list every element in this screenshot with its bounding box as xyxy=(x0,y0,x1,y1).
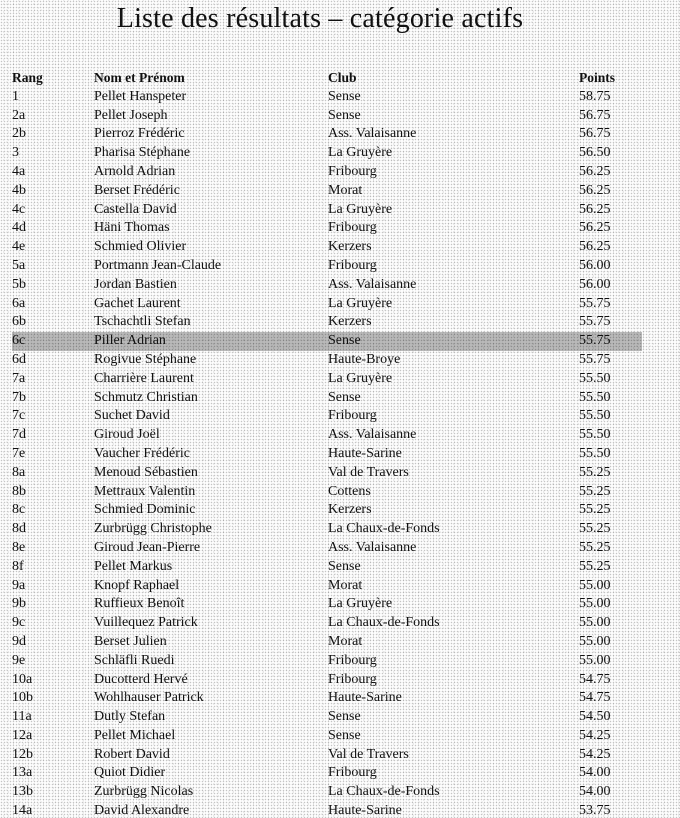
cell-club: Ass. Valaisanne xyxy=(328,126,417,142)
cell-club: Fribourg xyxy=(328,257,377,273)
cell-nom: Jordan Bastien xyxy=(94,276,177,292)
cell-rang: 1 xyxy=(12,88,19,104)
table-row xyxy=(12,257,642,276)
cell-rang: 9b xyxy=(12,596,26,612)
table-row xyxy=(12,614,642,633)
table-row xyxy=(12,746,642,765)
cell-nom: Zurbrügg Christophe xyxy=(94,521,212,537)
cell-points: 55.75 xyxy=(579,295,611,311)
header-club: Club xyxy=(328,70,357,85)
cell-club: Sense xyxy=(328,558,361,574)
cell-club: Fribourg xyxy=(328,163,377,179)
table-row xyxy=(12,163,642,182)
cell-nom: Piller Adrian xyxy=(94,332,328,351)
table-row xyxy=(12,144,642,163)
cell-rang: 4a xyxy=(12,163,26,179)
cell-club: Sense xyxy=(328,107,361,123)
table-row xyxy=(12,445,642,464)
cell-club: Haute-Sarine xyxy=(328,690,402,706)
table-row xyxy=(12,107,642,126)
cell-club: Ass. Valaisanne xyxy=(328,427,417,443)
table-row xyxy=(12,652,642,671)
table-row xyxy=(12,539,642,558)
cell-club: Fribourg xyxy=(328,408,377,424)
cell-points: 54.75 xyxy=(579,690,611,706)
cell-nom: Giroud Jean-Pierre xyxy=(94,539,201,555)
cell-club: Sense xyxy=(328,389,361,405)
cell-points: 54.50 xyxy=(579,709,611,725)
cell-points: 55.00 xyxy=(579,633,611,649)
table-row xyxy=(12,689,642,708)
table-row xyxy=(12,238,642,257)
cell-nom: Portmann Jean-Claude xyxy=(94,257,222,273)
cell-club: Val de Travers xyxy=(328,464,409,480)
cell-club: La Gruyère xyxy=(328,596,393,612)
cell-nom: Pellet Michael xyxy=(94,727,176,743)
table-row xyxy=(12,802,642,818)
cell-rang: 5b xyxy=(12,276,26,292)
cell-rang: 13b xyxy=(12,784,33,800)
table-row xyxy=(12,201,642,220)
cell-club: La Gruyère xyxy=(328,201,393,217)
table-row xyxy=(12,295,642,314)
cell-rang: 5a xyxy=(12,257,26,273)
table-row xyxy=(12,727,642,746)
cell-club: Kerzers xyxy=(328,314,372,330)
cell-nom: Knopf Raphael xyxy=(94,577,180,593)
cell-club: Haute-Sarine xyxy=(328,445,402,461)
cell-points: 56.75 xyxy=(579,107,611,123)
table-row xyxy=(12,708,642,727)
cell-nom: Arnold Adrian xyxy=(94,163,176,179)
cell-nom: Suchet David xyxy=(94,408,170,424)
cell-points: 56.00 xyxy=(579,257,611,273)
cell-rang: 3 xyxy=(12,145,19,161)
cell-rang: 12b xyxy=(12,746,33,762)
cell-points: 56.75 xyxy=(579,126,611,142)
table-row xyxy=(12,595,642,614)
cell-nom: Ruffieux Benoît xyxy=(94,596,185,612)
cell-nom: Ducotterd Hervé xyxy=(94,671,188,687)
cell-club: Fribourg xyxy=(328,220,377,236)
table-row xyxy=(12,313,642,332)
cell-club: Ass. Valaisanne xyxy=(328,539,417,555)
cell-club: Sense xyxy=(328,709,361,725)
cell-points: 55.75 xyxy=(579,351,611,367)
table-row xyxy=(12,501,642,520)
cell-points: 56.25 xyxy=(579,220,611,236)
cell-nom: Vaucher Frédéric xyxy=(94,445,191,461)
cell-rang: 2b xyxy=(12,126,26,142)
cell-rang: 8e xyxy=(12,539,26,555)
header-points: Points xyxy=(579,70,616,85)
table-row xyxy=(12,783,642,802)
cell-club: Kerzers xyxy=(328,239,372,255)
cell-rang: 10a xyxy=(12,671,33,687)
table-row xyxy=(12,125,642,144)
cell-points: 56.25 xyxy=(579,201,611,217)
cell-points: 55.50 xyxy=(579,427,611,443)
cell-nom: Schläfli Ruedi xyxy=(94,652,175,668)
cell-rang: 7d xyxy=(12,427,26,443)
cell-rang: 7c xyxy=(12,408,26,424)
cell-points: 55.75 xyxy=(579,332,642,351)
cell-points: 55.25 xyxy=(579,558,611,574)
cell-nom: David Alexandre xyxy=(94,803,190,818)
cell-points: 56.00 xyxy=(579,276,611,292)
cell-nom: Berset Julien xyxy=(94,633,167,649)
cell-rang: 9a xyxy=(12,577,26,593)
cell-club: Sense xyxy=(328,727,361,743)
cell-points: 56.50 xyxy=(579,145,611,161)
cell-points: 56.25 xyxy=(579,163,611,179)
cell-points: 53.75 xyxy=(579,803,611,818)
cell-points: 55.00 xyxy=(579,652,611,668)
cell-nom: Pellet Joseph xyxy=(94,107,168,123)
cell-points: 55.25 xyxy=(579,502,611,518)
cell-nom: Dutly Stefan xyxy=(94,709,166,725)
table-row xyxy=(12,219,642,238)
cell-nom: Schmied Olivier xyxy=(94,239,187,255)
cell-nom: Zurbrügg Nicolas xyxy=(94,784,194,800)
cell-rang: 8f xyxy=(12,558,24,574)
cell-points: 54.25 xyxy=(579,727,611,743)
cell-nom: Pierroz Frédéric xyxy=(94,126,185,142)
cell-club: La Chaux-de-Fonds xyxy=(328,784,440,800)
table-row xyxy=(12,483,642,502)
cell-club: Morat xyxy=(328,182,363,198)
cell-nom: Mettraux Valentin xyxy=(94,483,196,499)
table-row xyxy=(12,764,642,783)
cell-club: La Gruyère xyxy=(328,295,393,311)
cell-nom: Häni Thomas xyxy=(94,220,170,236)
cell-club: Val de Travers xyxy=(328,746,409,762)
cell-rang: 7b xyxy=(12,389,26,405)
results-table xyxy=(12,69,642,818)
cell-club: Cottens xyxy=(328,483,371,499)
page-title: Liste des résultats – catégorie actifs xyxy=(116,3,524,34)
cell-nom: Menoud Sébastien xyxy=(94,464,198,480)
table-row xyxy=(12,276,642,295)
cell-nom: Gachet Laurent xyxy=(94,295,181,311)
cell-rang: 2a xyxy=(12,107,26,123)
cell-rang: 8a xyxy=(12,464,26,480)
cell-points: 58.75 xyxy=(579,88,611,104)
cell-nom: Berset Frédéric xyxy=(94,182,180,198)
cell-points: 55.00 xyxy=(579,615,611,631)
cell-rang: 10b xyxy=(12,690,33,706)
cell-points: 54.00 xyxy=(579,765,611,781)
cell-points: 54.00 xyxy=(579,784,611,800)
cell-points: 55.25 xyxy=(579,464,611,480)
table-row xyxy=(12,520,642,539)
cell-rang: 9c xyxy=(12,615,26,631)
table-row xyxy=(12,558,642,577)
cell-rang: 6b xyxy=(12,314,26,330)
cell-rang: 13a xyxy=(12,765,33,781)
table-row xyxy=(12,633,642,652)
cell-nom: Wohlhauser Patrick xyxy=(94,690,204,706)
cell-points: 55.25 xyxy=(579,483,611,499)
cell-club: Haute-Sarine xyxy=(328,803,402,818)
table-row xyxy=(12,351,642,370)
table-row xyxy=(12,370,642,389)
cell-points: 55.50 xyxy=(579,408,611,424)
cell-rang: 14a xyxy=(12,803,33,818)
table-row xyxy=(12,182,642,201)
cell-club: Fribourg xyxy=(328,671,377,687)
cell-points: 55.00 xyxy=(579,596,611,612)
cell-points: 55.50 xyxy=(579,370,611,386)
cell-nom: Rogivue Stéphane xyxy=(94,351,197,367)
cell-rang: 4d xyxy=(12,220,26,236)
cell-points: 55.00 xyxy=(579,577,611,593)
cell-points: 55.50 xyxy=(579,389,611,405)
cell-nom: Charrière Laurent xyxy=(94,370,194,386)
cell-nom: Robert David xyxy=(94,746,170,762)
header-rang: Rang xyxy=(12,70,43,85)
cell-nom: Quiot Didier xyxy=(94,765,166,781)
cell-club: Fribourg xyxy=(328,765,377,781)
cell-club: Sense xyxy=(328,88,361,104)
cell-rang: 4c xyxy=(12,201,26,217)
cell-nom: Vuillequez Patrick xyxy=(94,615,198,631)
table-header-row xyxy=(12,69,642,88)
table-row xyxy=(12,389,642,408)
cell-points: 55.25 xyxy=(579,539,611,555)
cell-rang: 9d xyxy=(12,633,26,649)
cell-club: Morat xyxy=(328,633,363,649)
cell-nom: Tschachtli Stefan xyxy=(94,314,191,330)
results-body xyxy=(12,88,642,818)
cell-club: La Gruyère xyxy=(328,145,393,161)
cell-points: 55.75 xyxy=(579,314,611,330)
cell-rang: 12a xyxy=(12,727,33,743)
cell-points: 56.25 xyxy=(579,182,611,198)
cell-club: Sense xyxy=(328,332,579,351)
cell-nom: Pellet Markus xyxy=(94,558,173,574)
cell-nom: Schmutz Christian xyxy=(94,389,198,405)
cell-rang: 4e xyxy=(12,239,26,255)
table-row xyxy=(12,332,642,351)
cell-points: 54.75 xyxy=(579,671,611,687)
cell-club: La Gruyère xyxy=(328,370,393,386)
cell-club: Kerzers xyxy=(328,502,372,518)
table-row xyxy=(12,88,642,107)
cell-points: 54.25 xyxy=(579,746,611,762)
cell-points: 56.25 xyxy=(579,239,611,255)
table-row xyxy=(12,577,642,596)
header-nom: Nom et Prénom xyxy=(94,70,185,85)
cell-rang: 6a xyxy=(12,295,26,311)
cell-rang: 8b xyxy=(12,483,26,499)
cell-points: 55.50 xyxy=(579,445,611,461)
cell-rang: 7e xyxy=(12,445,26,461)
table-row xyxy=(12,426,642,445)
cell-nom: Giroud Joël xyxy=(94,427,160,443)
cell-rang: 6d xyxy=(12,351,26,367)
table-row xyxy=(12,671,642,690)
cell-rang: 9e xyxy=(12,652,26,668)
cell-nom: Schmied Dominic xyxy=(94,502,196,518)
cell-club: Haute-Broye xyxy=(328,351,401,367)
cell-club: Ass. Valaisanne xyxy=(328,276,417,292)
cell-nom: Castella David xyxy=(94,201,177,217)
cell-nom: Pharisa Stéphane xyxy=(94,145,191,161)
cell-nom: Pellet Hanspeter xyxy=(94,88,187,104)
table-row xyxy=(12,407,642,426)
cell-rang: 8c xyxy=(12,502,26,518)
cell-club: La Chaux-de-Fonds xyxy=(328,615,440,631)
cell-rang: 7a xyxy=(12,370,26,386)
cell-rang: 11a xyxy=(12,709,32,725)
cell-club: La Chaux-de-Fonds xyxy=(328,521,440,537)
cell-rang: 4b xyxy=(12,182,26,198)
cell-club: Morat xyxy=(328,577,363,593)
cell-rang: 6c xyxy=(12,332,94,351)
table-row xyxy=(12,464,642,483)
cell-points: 55.25 xyxy=(579,521,611,537)
cell-club: Fribourg xyxy=(328,652,377,668)
cell-rang: 8d xyxy=(12,521,26,537)
